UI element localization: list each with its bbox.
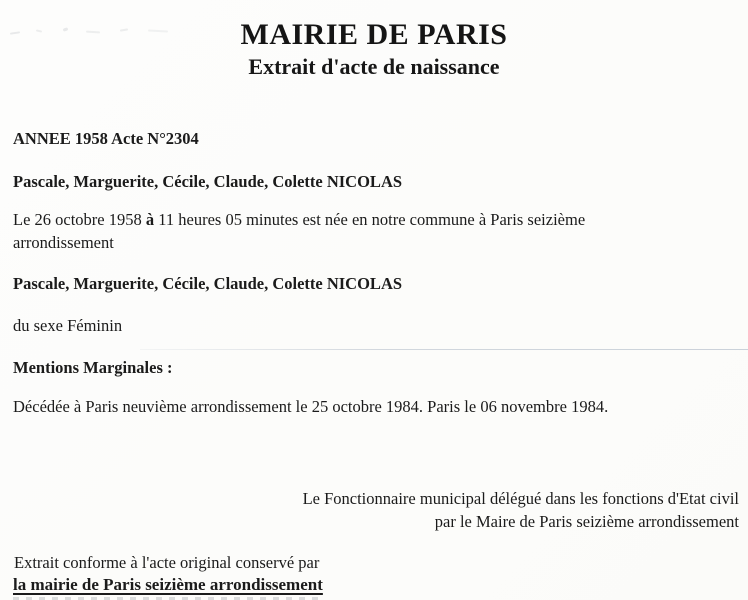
signature-line-2: par le Maire de Paris seizième arrondissement [434, 511, 739, 531]
birth-statement-post: 11 heures 05 minutes est née en notre commune à Paris seizième arrondissement [13, 210, 586, 252]
act-year-number-line: ANNEE 1958 Acte N°2304 [13, 129, 199, 148]
footer-mairie-line: la mairie de Paris seizième arrondissement [13, 575, 323, 594]
signature-line-1: Le Fonctionnaire municipal délégué dans les fonctions d'Etat civil [302, 489, 739, 508]
document-title: MAIRIE DE PARIS [240, 18, 508, 51]
mentions-marginales-label: Mentions Marginales : [13, 358, 173, 377]
document-header [0, 18, 748, 80]
birth-statement-bold-a: à [145, 210, 155, 229]
mentions-marginales-text: Décédée à Paris neuvième arrondissement le 25 octobre 1984. Paris le 06 novembre 1984. [13, 397, 609, 416]
signature-block [303, 488, 739, 533]
sex-line: du sexe Féminin [13, 316, 123, 335]
birth-statement-paragraph [13, 208, 669, 254]
full-name-line-1: Pascale, Marguerite, Cécile, Claude, Colette NICOLAS [13, 172, 403, 191]
footer-certification-line: Extrait conforme à l'acte original conservé par [14, 553, 320, 572]
full-name-line-2: Pascale, Marguerite, Cécile, Claude, Colette NICOLAS [13, 274, 403, 293]
birth-statement-pre: Le 26 octobre 1958 [13, 210, 146, 229]
scan-line-artifact [140, 349, 748, 350]
document-subtitle: Extrait d'acte de naissance [248, 54, 500, 79]
